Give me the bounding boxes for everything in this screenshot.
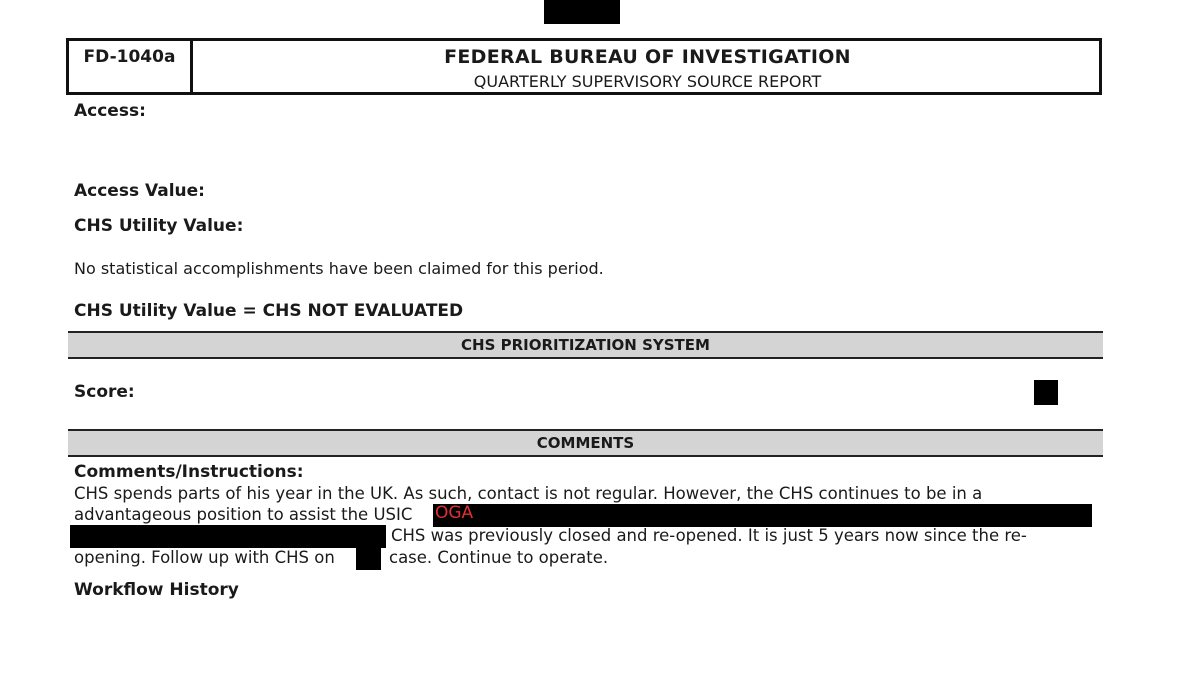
- prioritization-section-header: CHS PRIORITIZATION SYSTEM: [68, 331, 1103, 359]
- score-label: Score:: [74, 382, 135, 402]
- comment-line-4a: opening. Follow up with CHS on: [74, 548, 335, 567]
- access-value-label: Access Value:: [74, 181, 205, 201]
- redaction-block-oga: [433, 504, 1092, 527]
- agency-title: FEDERAL BUREAU OF INVESTIGATION: [444, 46, 851, 68]
- redaction-block-line3: [70, 525, 386, 548]
- workflow-history-label: Workflow History: [74, 580, 239, 600]
- redaction-block-line4: [356, 546, 381, 570]
- redaction-block-score: [1034, 380, 1058, 405]
- redaction-tag-oga: OGA: [435, 503, 474, 523]
- comments-label: Comments/Instructions:: [74, 462, 304, 482]
- comment-line-2: advantageous position to assist the USIC: [74, 505, 413, 524]
- comment-line-4b: case. Continue to operate.: [389, 548, 609, 567]
- utility-result: CHS Utility Value = CHS NOT EVALUATED: [74, 301, 464, 321]
- access-label: Access:: [74, 101, 146, 121]
- form-header: [66, 38, 1102, 95]
- report-title: QUARTERLY SUPERVISORY SOURCE REPORT: [473, 72, 822, 91]
- comments-section-header: COMMENTS: [68, 429, 1103, 457]
- redaction-block-top: [544, 0, 620, 24]
- statistical-note: No statistical accomplishments have been claimed for this period.: [74, 259, 604, 278]
- comment-line-3: CHS was previously closed and re-opened. It is just 5 years now since the re-: [391, 526, 1027, 545]
- utility-value-label: CHS Utility Value:: [74, 216, 244, 236]
- comment-line-1: CHS spends parts of his year in the UK. As such, contact is not regular. However, the CHS continues to be in a: [74, 484, 983, 503]
- form-id: FD-1040a: [69, 41, 193, 92]
